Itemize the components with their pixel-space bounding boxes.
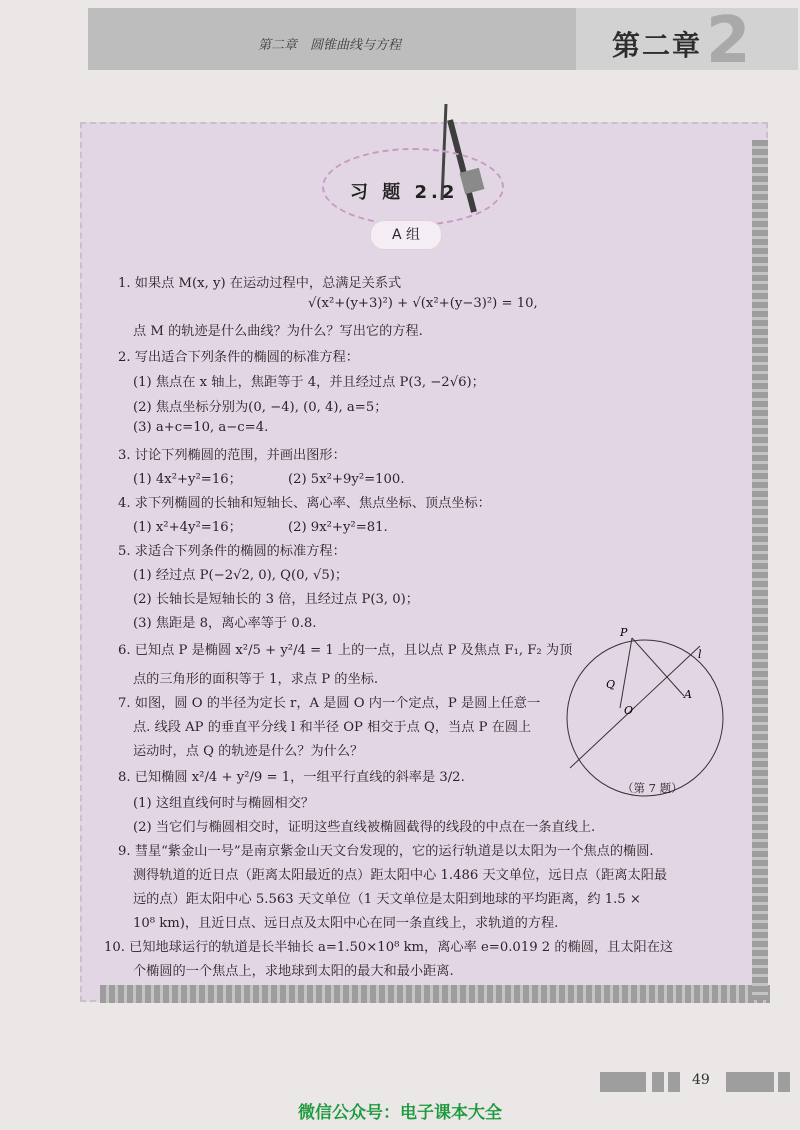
exercise-line: 7. 如图，圆 O 的半径为定长 r，A 是圆 O 内一个定点，P 是圆上任意一 (118, 696, 541, 711)
section-heading (322, 148, 504, 226)
exercise-line: (1) 4x²+y²=16； (2) 5x²+9y²=100. (133, 472, 405, 487)
page-number: 49 (692, 1072, 710, 1088)
label-P: P (620, 628, 628, 639)
exercise-line: (1) x²+4y²=16； (2) 9x²+y²=81. (133, 520, 388, 535)
exercise-line: (2) 长轴长是短轴长的 3 倍，且经过点 P(3, 0)； (133, 592, 419, 607)
exercise-line: 测得轨道的近日点（距离太阳最近的点）距太阳中心 1.486 天文单位，远日点（距离太阳最 (133, 868, 668, 883)
footer-bar-3 (668, 1072, 680, 1092)
exercise-line: 运动时，点 Q 的轨迹是什么？为什么？ (133, 744, 364, 759)
label-O: O (624, 704, 634, 717)
exercise-line: 8. 已知椭圆 x²/4 + y²/9 = 1，一组平行直线的斜率是 3/2. (118, 770, 465, 785)
exercise-line: (2) 焦点坐标分别为(0, −4), (0, 4), a=5； (133, 400, 388, 415)
exercise-line: 点 M 的轨迹是什么曲线？为什么？写出它的方程. (133, 324, 423, 339)
label-Q: Q (606, 678, 616, 691)
chapter-tab-box (576, 4, 798, 78)
exercise-line: 个椭圆的一个焦点上，求地球到太阳的最大和最小距离. (133, 964, 454, 979)
chapter-tab: 第二章 (612, 29, 703, 62)
footer-bar-4 (726, 1072, 774, 1092)
exercise-line: 5. 求适合下列条件的椭圆的标准方程： (118, 544, 346, 559)
exercise-line: 远的点）距太阳中心 5.563 天文单位（1 天文单位是太阳到地球的平均距离，约 1.5 × (133, 892, 641, 907)
footer-bar-1 (600, 1072, 646, 1092)
exercise-line: 点的三角形的面积等于 1，求点 P 的坐标. (133, 672, 379, 687)
section-heading-text: 习 题 2.2 (350, 182, 459, 203)
chapter-title: 第二章 圆锥曲线与方程 (258, 38, 402, 53)
figure-caption: （第 7 题） (622, 781, 683, 795)
footer-bar-5 (778, 1072, 790, 1092)
wechat-watermark: 微信公众号：电子课本大全 (298, 1103, 502, 1123)
chapter-big-number: 2 (706, 4, 751, 78)
panel-shadow-bottom (100, 985, 770, 1003)
exercise-line: 9. 彗星“紫金山一号”是南京紫金山天文台发现的，它的运行轨道是以太阳为一个焦点的椭圆. (118, 844, 654, 859)
figure-7-circle (560, 628, 740, 798)
exercise-line: 点. 线段 AP 的垂直平分线 l 和半径 OP 相交于点 Q，当点 P 在圆上 (133, 720, 532, 735)
label-l: l (698, 648, 702, 661)
chapter-header (88, 4, 798, 78)
label-A: A (684, 688, 692, 701)
exercise-line: (1) 焦点在 x 轴上，焦距等于 4，并且经过点 P(3, −2√6)； (133, 375, 485, 390)
exercise-line: 6. 已知点 P 是椭圆 x²/5 + y²/4 = 1 上的一点，且以点 P 及焦点 F₁, F₂ 为顶 (118, 643, 573, 658)
exercise-line: (3) a+c=10, a−c=4. (133, 420, 269, 435)
panel-shadow-right (752, 140, 768, 1000)
exercise-line: (2) 当它们与椭圆相交时，证明这些直线被椭圆截得的线段的中点在一条直线上. (133, 820, 596, 835)
exercise-line: 3. 讨论下列椭圆的范围，并画出图形： (118, 448, 346, 463)
exercise-line: (1) 经过点 P(−2√2, 0), Q(0, √5)； (133, 568, 349, 583)
footer-bar-2 (652, 1072, 664, 1092)
exercise-line: √(x²+(y+3)²) + √(x²+(y−3)²) = 10, (308, 296, 538, 311)
group-label: A 组 (370, 220, 442, 250)
exercise-line: (1) 这组直线何时与椭圆相交？ (133, 796, 315, 811)
exercise-line: 2. 写出适合下列条件的椭圆的标准方程： (118, 350, 359, 365)
exercise-line: (3) 焦距是 8，离心率等于 0.8. (133, 616, 317, 631)
exercise-line: 4. 求下列椭圆的长轴和短轴长、离心率、焦点坐标、顶点坐标： (118, 496, 491, 511)
exercise-line: 1. 如果点 M(x, y) 在运动过程中，总满足关系式 (118, 276, 402, 291)
exercise-line: 10. 已知地球运行的轨道是长半轴长 a=1.50×10⁸ km，离心率 e=0.019 2 的椭圆，且太阳在这 (104, 940, 674, 955)
exercise-line: 10⁸ km)，且近日点、远日点及太阳中心在同一条直线上，求轨道的方程. (133, 916, 559, 931)
